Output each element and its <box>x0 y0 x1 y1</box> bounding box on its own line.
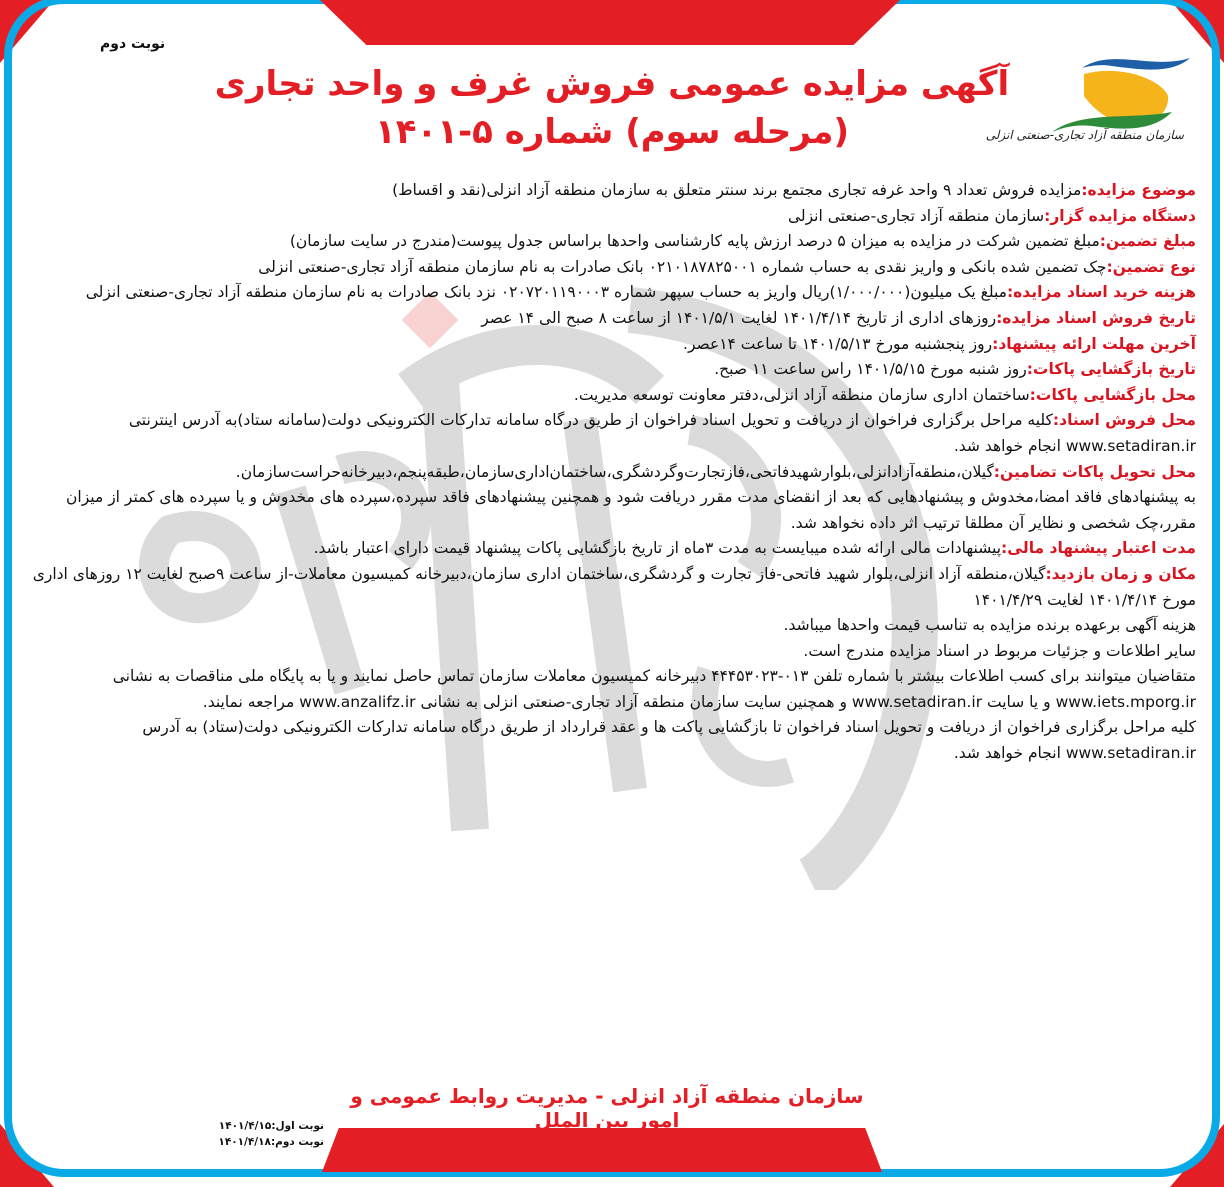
section-opening-date: تاریخ بازگشایی پاکات:روز شنبه مورخ ۱۴۰۱/۵/۱۵ راس ساعت ۱۱ صبح. <box>714 360 1196 379</box>
section-other-info: سایر اطلاعات و جزئیات مربوط در اسناد مزایده مندرج است. <box>803 641 1196 660</box>
footer-red-tab <box>322 1128 882 1172</box>
second-publication-date: نوبت دوم:۱۴۰۱/۴/۱۸ <box>218 1136 324 1148</box>
logo-caption: سازمان منطقه آزاد تجاری-صنعتی انزلی <box>985 128 1184 142</box>
footer-title: سازمان منطقه آزاد انزلی - مدیریت روابط عمومی و امور بین الملل <box>350 1084 864 1132</box>
publication-round-label: نوبت دوم <box>100 36 166 52</box>
section-guarantee-amount: مبلغ تضمین:مبلغ تضمین شرکت در مزایده به میزان ۵ درصد ارزش پایه کارشناسی واحدها براساس جدول پیوست(مندرج در سایت سازمان) <box>289 232 1196 251</box>
announcement-body <box>24 178 1196 767</box>
section-ad-cost: هزینه آگهی برعهده برنده مزایده به تناسب قیمت واحدها میباشد. <box>783 616 1196 635</box>
title-line-1: آگهی مزایده عمومی فروش غرف و واحد تجاری <box>214 64 1010 104</box>
section-subject: موضوع مزایده:مزایده فروش تعداد ۹ واحد غرفه تجاری مجتمع برند سنتر متعلق به سازمان منطقه آزاد انزلی(نقد و اقساط) <box>392 181 1196 199</box>
publication-dates <box>212 1118 324 1150</box>
section-opening-place: محل بازگشایی پاکات:ساختمان اداری سازمان منطقه آزاد انزلی،دفتر معاونت توسعه مدیریت. <box>573 385 1196 404</box>
page-title <box>200 60 1024 156</box>
section-sale-dates: تاریخ فروش اسناد مزایده:روزهای اداری از تاریخ ۱۴۰۱/۴/۱۴ لغایت ۱۴۰۱/۵/۱ از ساعت ۸ صبح الی ۱۴ عصر <box>481 308 1196 327</box>
section-document-sale-place: محل فروش اسناد:کلیه مراحل برگزاری فراخوان از دریافت و تحویل اسناد فراخوان از طریق درگاه سامانه تدارکات الکترونیکی دولت(سامانه ستاد)به آدرس اینترنتی www.setadiran.ir انجام خواهد شد. <box>128 411 1196 455</box>
section-guarantee-delivery: محل تحویل پاکات تضامین:گیلان،منطقه‌آزادانزلی،بلوارشهیدفاتحی،فازتجارت‌وگردشگری،ساختمان‌اداری‌سازمان،طبقه‌پنجم،دبیرخانه‌حراست‌سازمان. <box>235 462 1196 481</box>
section-invalid-bids: به پیشنهادهای فاقد امضا،مخدوش و پیشنهادهایی که بعد از انقضای مدت مقرر دریافت شود و همچنین پیشنهادهای فاقد سپرده،سپرده های مخدوش و یا سپرده های کمتر از میزان مقرر،چک شخصی و نظایر آن مطلقا ترتیب اثر داده نخواهد شد. <box>66 488 1196 532</box>
first-publication-date: نوبت اول:۱۴۰۱/۴/۱۵ <box>218 1120 324 1132</box>
section-deadline: آخرین مهلت ارائه پیشنهاد:روز پنجشنبه مورخ ۱۴۰۱/۵/۱۳ تا ساعت ۱۴عصر. <box>683 334 1196 353</box>
section-process: کلیه مراحل برگزاری فراخوان از دریافت و تحویل اسناد فراخوان تا بازگشایی پاکت ها و عقد قرارداد از طریق درگاه سامانه تدارکات الکترونیکی دولت(ستاد) به آدرس www.setadiran.ir انجام خواهد شد. <box>142 718 1196 763</box>
section-contact: متقاضیان میتوانند برای کسب اطلاعات بیشتر با شماره تلفن ۰۱۳-۴۴۴۵۳۰۲۳ دبیرخانه کمیسیون معاملات سازمان تماس حاصل نمایند و یا به پایگاه ملی مناقصات به نشانی www.iets.mporg.ir و یا سایت www.setadiran.ir و همچنین سایت سازمان منطقه آزاد تجاری-صنعتی انزلی به نشانی www.anzalifz.ir مراجعه نمایند. <box>112 667 1196 711</box>
section-document-fee: هزینه خرید اسناد مزایده:مبلغ یک میلیون(۱/۰۰۰/۰۰۰)ریال واریز به حساب سپهر شماره ۰۲۰۷۲۰۱۱۹۰۰۰۳ نزد بانک صادرات به نام سازمان منطقه آزاد تجاری-صنعتی انزلی <box>85 283 1196 302</box>
title-line-2: (مرحله سوم) شماره ۵-۱۴۰۱ <box>374 112 849 152</box>
header-red-tab <box>320 0 900 45</box>
section-auctioneer: دستگاه مزایده گزار:سازمان منطقه آزاد تجاری-صنعتی انزلی <box>787 206 1196 225</box>
section-visit: مکان و زمان بازدید:گیلان،منطقه آزاد انزلی،بلوار شهید فاتحی-فاز تجارت و گردشگری،ساختمان اداری سازمان،دبیرخانه کمیسیون معاملات-از ساعت ۹صبح لغایت ۱۲ روزهای اداری مورخ ۱۴۰۱/۴/۱۴ لغایت ۱۴۰۱/۴/۲۹ <box>32 564 1196 609</box>
section-guarantee-type: نوع تضمین:چک تضمین شده بانکی و واریز نقدی به حساب شماره ۰۲۱۰۱۸۷۸۲۵۰۰۱ بانک صادرات به نام سازمان منطقه آزاد تجاری-صنعتی انزلی <box>258 257 1196 276</box>
section-bid-validity: مدت اعتبار پیشنهاد مالی:پیشنهادات مالی ارائه شده میبایست به مدت ۳ماه از تاریخ بازگشایی پاکات پیشنهاد قیمت دارای اعتبار باشد. <box>313 539 1196 558</box>
